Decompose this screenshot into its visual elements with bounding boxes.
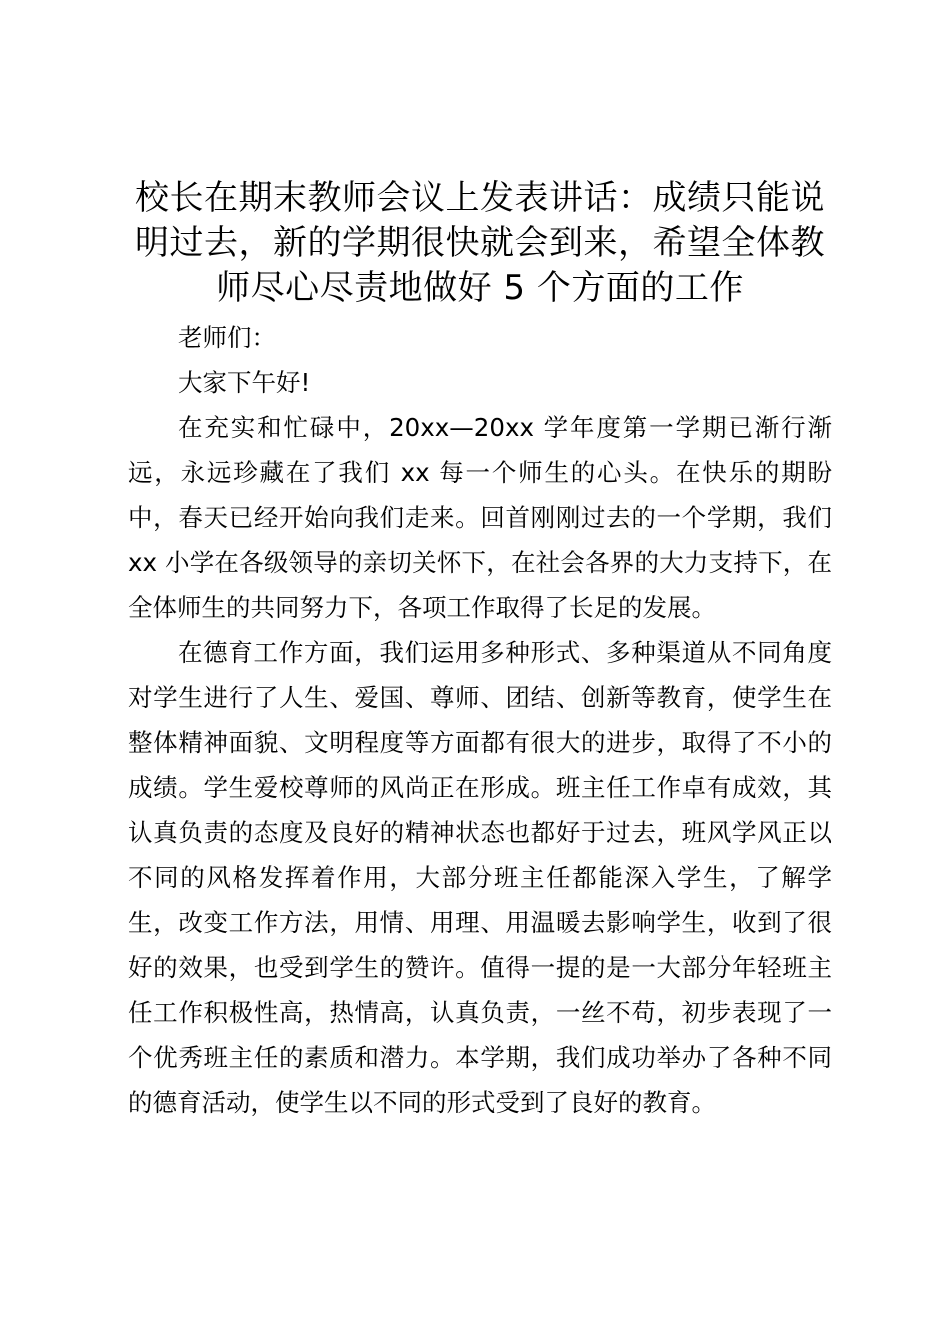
title-line-3: 师尽心尽责地做好 5 个方面的工作 — [216, 268, 744, 308]
document-page — [128, 176, 832, 1125]
salutation: 老师们： — [178, 323, 276, 352]
document-title — [128, 176, 832, 311]
paragraph-intro: 在充实和忙碌中，20xx—20xx 学年度第一学期已渐行渐远，永远珍藏在了我们 xx 每一个师生的心头。在快乐的期盼中，春天已经开始向我们走来。回首刚刚过去的一个学期，我们 xx 小学在各级领导的亲切关怀下，在社会各界的大力支持下，在全体师生的共同努力下，各项工作取得了长足的发展。 — [128, 413, 832, 622]
title-line-1: 校长在期末教师会议上发表讲话：成绩只能说 — [135, 178, 825, 218]
title-line-2: 明过去，新的学期很快就会到来，希望全体教 — [135, 223, 825, 263]
paragraph-moral-education: 在德育工作方面，我们运用多种形式、多种渠道从不同角度对学生进行了人生、爱国、尊师、团结、创新等教育，使学生在整体精神面貌、文明程度等方面都有很大的进步，取得了不小的成绩。学生爱校尊师的风尚正在形成。班主任工作卓有成效，其认真负责的态度及良好的精神状态也都好于过去，班风学风正以不同的风格发挥着作用，大部分班主任都能深入学生，了解学生，改变工作方法，用情、用理、用温暖去影响学生，收到了很好的效果，也受到学生的赞许。值得一提的是一大部分年轻班主任工作积极性高，热情高，认真负责，一丝不苟，初步表现了一个优秀班主任的素质和潜力。本学期，我们成功举办了各种不同的德育活动，使学生以不同的形式受到了良好的教育。 — [128, 638, 832, 1117]
greeting: 大家下午好! — [178, 368, 311, 397]
